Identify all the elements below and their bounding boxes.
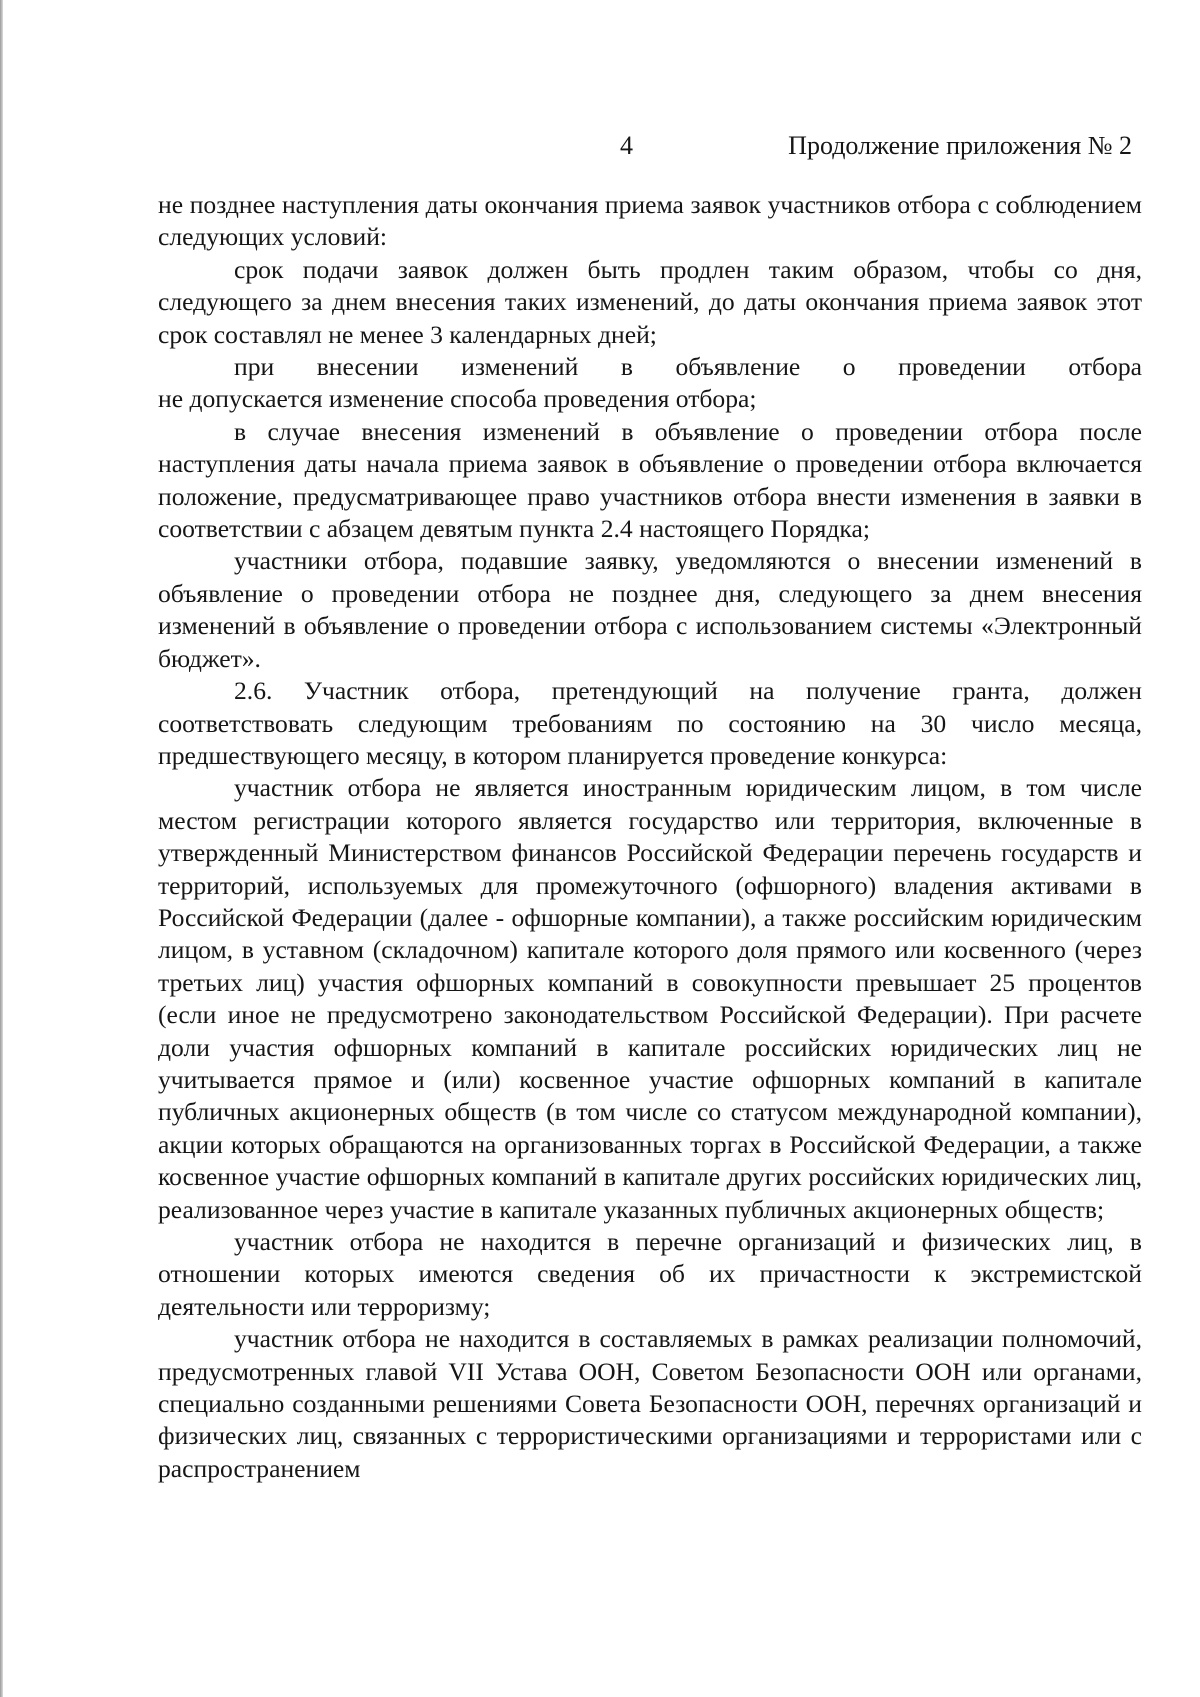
paragraph: при внесении изменений в объявление о проведении отбора bbox=[234, 352, 1142, 382]
body-text bbox=[158, 189, 1142, 1485]
running-head: Продолжение приложения № 2 bbox=[788, 131, 1132, 160]
paragraph-section-2-6: 2.6. Участник отбора, претендующий на получение гранта, должен соответствовать следующим требованиям по состоянию на 30 число месяца, предшествующего месяцу, в котором планируется проведение конкурса: bbox=[158, 676, 1142, 770]
paragraph-continuation: не позднее наступления даты окончания приема заявок участников отбора с соблюдением следующих условий: bbox=[158, 190, 1142, 252]
paragraph: участник отбора не является иностранным юридическим лицом, в том числе местом регистрации которого является государство или территория, включенные в утвержденный Министерством финансов Российской Федерации перечень государств и территорий, используемых для промежуточного (офшорного) владения активами в Российской Федерации (далее - офшорные компании), а также российским юридическим лицом, в уставном (складочном) капитале которого доля прямого или косвенного (через третьих лиц) участия офшорных компаний в совокупности превышает 25 процентов (если иное не предусмотрено законодательством Российской Федерации). При расчете доли участия офшорных компаний в капитале российских юридических лиц не учитывается прямое и (или) косвенное участие офшорных компаний в капитале публичных акционерных обществ (в том числе со статусом международной компании), акции которых обращаются на организованных торгах в Российской Федерации, а также косвенное участие офшорных компаний в капитале других российских юридических лиц, реализованное через участие в капитале указанных публичных акционерных обществ; bbox=[158, 773, 1142, 1224]
paragraph: в случае внесения изменений в объявление о проведении отбора после наступления даты начала приема заявок в объявление о проведении отбора включается положение, предусматривающее право участников отбора внести изменения в заявки в соответствии с абзацем девятым пункта 2.4 настоящего Порядка; bbox=[158, 416, 1142, 544]
paragraph: участник отбора не находится в составляемых в рамках реализации полномочий, предусмотренных главой VII Устава ООН, Советом Безопасности ООН или органами, специально созданными решениями Совета Безопасности ООН, перечнях организаций и физических лиц, связанных с террористическими организациями и террористами или с распространением bbox=[158, 1324, 1142, 1483]
page-number: 4 bbox=[620, 131, 633, 160]
paragraph: срок подачи заявок должен быть продлен таким образом, чтобы со дня, следующего за днем внесения таких изменений, до даты окончания приема заявок этот срок составлял не менее 3 календарных дней; bbox=[158, 254, 1142, 349]
scan-edge-shadow bbox=[0, 0, 3, 1697]
paragraph: участник отбора не находится в перечне организаций и физических лиц, в отношении которых имеются сведения об их причастности к экстремистской деятельности или терроризму; bbox=[158, 1227, 1142, 1321]
paragraph-continuation: не допускается изменение способа проведения отбора; bbox=[158, 384, 757, 414]
paragraph: участники отбора, подавшие заявку, уведомляются о внесении изменений в объявление о проведении отбора не позднее дня, следующего за днем внесения изменений в объявление о проведении отбора с использованием системы «Электронный бюджет». bbox=[158, 546, 1142, 673]
